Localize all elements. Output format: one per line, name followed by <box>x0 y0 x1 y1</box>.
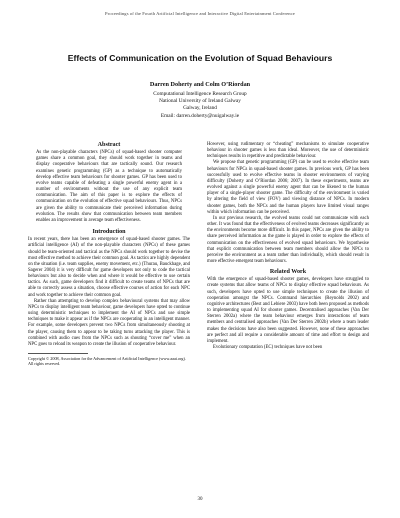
page-number: 30 <box>197 497 203 502</box>
related-work-paragraph-1: With the emergence of squad-based shooter games, developers have struggled to create systems that allow teams of NPCs to display effective squad behaviours. As such, developers have opted to use simple techniques to create the illusion of cooperation amongst the NPCs. Command hierarchies (Reynolds 2002) and cognitive architectures (Best and Lebiere 2003) have both been proposed as methods to implementing squad AI for shooter games. Decentralised approaches (Van Der Sterren 2002a) where the team behaviour emerges from interactions of team members and centralised approaches (Van Der Sterren 2002b) where a team leader makes the decisions have also been suggested. However, none of these approaches are perfect and all require a considerable amount of time and effort to design and implement. <box>207 277 369 344</box>
paper-authors: Darren Doherty and Colm O’Riordan <box>149 81 251 88</box>
affiliation-line-university: National University of Ireland Galway <box>159 98 241 105</box>
right-paragraph-1: However, using rudimentary or “cheating” mechanisms to simulate cooperative behaviour in shooter games is less than ideal. Moreover, the use of deterministic techniques results in repetitive and predictable behaviour. <box>207 142 369 160</box>
paper-title: Effects of Communication on the Evolution of Squad Behaviours <box>67 53 333 63</box>
introduction-paragraph-1: In recent years, there has been an emergence of squad-based shooter games. The artificial intelligence (AI) of the non-playable characters (NPCs) of these games should be team-oriented and tactical as the NPCs should work together to devise the most effective method to achieve their common goal. As tactics are highly dependent on the situation (i.e. team supplies, enemy movement, etc.) (Thurau, Bauckhage, and Sagerer 2004) it is very difficult for game developers not only to code the tactical behaviours but also to decide when and where it would be effective to use certain tactics. As such, game developers find it difficult to create teams of NPCs that are able to correctly assess a situation, choose effective courses of action for each NPC and work together to achieve their common goal. <box>28 237 190 298</box>
right-column <box>207 142 369 351</box>
right-paragraph-3: In our previous research, the evolved teams could not communicate with each other. It was found that the effectiveness of evolved teams decreases significantly as the environments become more difficult. In this paper, NPCs are given the ability to share perceived information as the game is played in order to explore the effects of communication on the effectiveness of evolved squad behaviours. We hypothesise that explicit communication between team members should allow the NPCs to perceive the environment as a team rather than individually, which should result in more effective emergent team behaviours. <box>207 215 369 264</box>
right-paragraph-2: We propose that genetic programming (GP) can be used to evolve effective team behaviours for NPCs in squad-based shooter games. In previous work, GP has been successfully used to evolve effective teams in shooter environments of varying difficulty (Doherty and O’Riordan 2006; 2007). In these experiments, teams are evolved against a single powerful enemy agent that can be likened to the human player of a single-player shooter game. The difficulty of the environment is varied by altering the field of view (FOV) and viewing distance of NPCs. In modern shooter games, both the NPCs and the human players have limited visual ranges within which information can be perceived. <box>207 160 369 215</box>
author-affiliation <box>60 91 340 120</box>
abstract-text: As the non-playable characters (NPCs) of squad-based shooter computer games share a common goal, they should work together in teams and display cooperative behaviours that are tactically sound. Our research examines genetic programming (GP) as a technique to automatically develop effective team behaviours for shooter games. GP has been used to evolve teams capable of defeating a single powerful enemy agent in a number of environments without the use of any explicit team communication. The aim of this paper is to explore the effects of communication on the evolution of effective squad behaviours. Thus, NPCs are given the ability to communicate their perceived information during evolution. The results show that communication between team members enables an improvement in average team effectiveness. <box>36 150 182 223</box>
introduction-paragraph-2: Rather than attempting to develop complex behavioural systems that may allow NPCs to display intelligent team behaviour, game developers have opted to continue using deterministic techniques to implement the AI of NPCs and use simple techniques to make it appear as if the NPCs are cooperating in an intelligent manner. For example, some developers prevent two NPCs from simultaneously shooting at the player, causing them to appear to be taking turns attacking the player. This is combined with audio cues from the NPCs such as shouting “cover me” when an NPC goes to reload its weapon to create the illusion of cooperative behaviour. <box>28 298 190 347</box>
affiliation-line-group: Computational Intelligence Research Group <box>153 91 247 97</box>
related-work-heading: Related Work <box>269 269 307 276</box>
copyright-footnote: Copyright © 2008, Association for the Advancement of Artificial Intelligence (www.aaai.org). All rights reserved. <box>28 356 186 367</box>
footnote-rule <box>28 353 88 354</box>
related-work-paragraph-2: Evolutionary computation (EC) techniques have not been <box>213 345 323 350</box>
affiliation-line-location: Galway, Ireland <box>183 105 217 112</box>
affiliation-line-email: Email: darren.doherty@nuigalway.ie <box>160 112 240 119</box>
introduction-heading: Introduction <box>92 229 126 236</box>
left-column <box>28 142 190 367</box>
abstract-heading: Abstract <box>97 142 121 148</box>
running-head: Proceedings of the Fourth Artificial Intelligence and Interactive Digital Entertainment Conference <box>105 11 295 16</box>
